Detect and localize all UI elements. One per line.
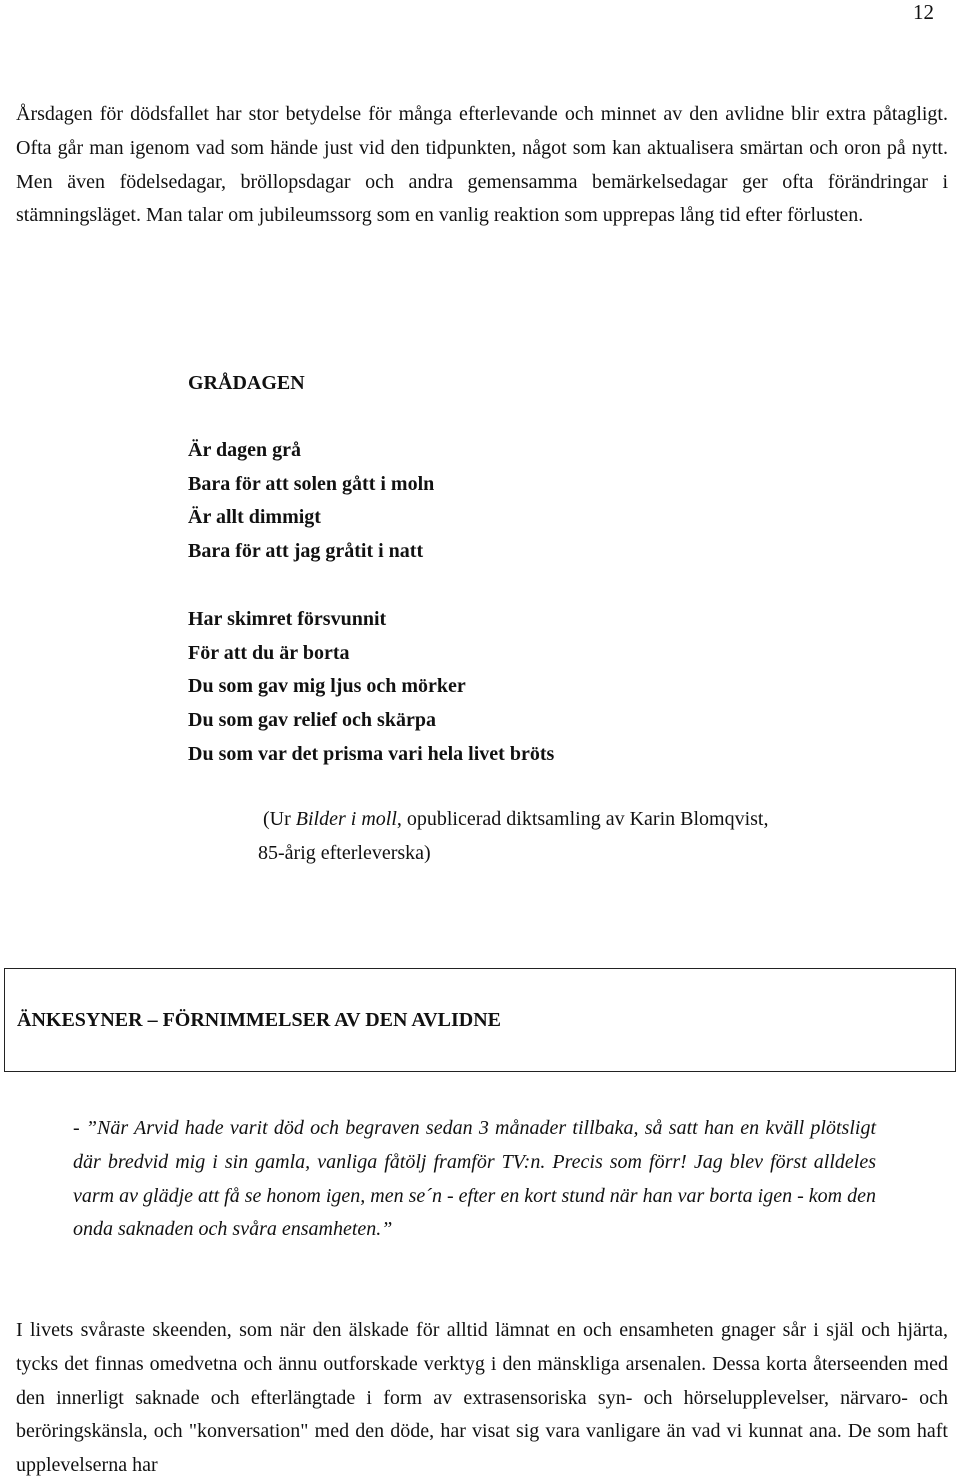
citation-line-2: 85-årig efterleverska)	[258, 841, 431, 864]
poem-line: Du som gav relief och skärpa	[188, 709, 436, 732]
poem	[188, 367, 554, 772]
poem-line: Är allt dimmigt	[188, 506, 321, 529]
citation-book-title: Bilder i moll	[295, 808, 397, 830]
poem-line: Är dagen grå	[188, 438, 301, 461]
poem-line: För att du är borta	[188, 641, 350, 664]
citation-prefix: (Ur	[263, 808, 296, 830]
poem-citation	[258, 803, 769, 871]
poem-title: GRÅDAGEN	[188, 372, 305, 394]
stanza-gap	[188, 569, 554, 603]
intro-paragraph: Årsdagen för dödsfallet har stor betydelse för många efterlevande och minnet av den avlidne blir extra påtagligt. Ofta går man igenom vad som hände just vid den tidpunkten, något som kan aktualisera smärtan och oron på nytt. Men även födelsedagar, bröllopsdagar och andra gemensamma bemärkelsedagar ger ofta förändringar i stämningsläget. Man talar om jubileumssorg som en vanlig reaktion som upprepas lång tid efter förlusten.	[16, 103, 948, 227]
poem-line: Du som var det prisma vari hela livet bröts	[188, 742, 555, 765]
quote-paragraph: - ”När Arvid hade varit död och begraven sedan 3 månader tillbaka, så satt han en kväll plötsligt där bredvid mig i sin gamla, vanliga fåtölj framför TV:n. Precis som förr! Jag blev först alldeles varm av glädje att få se honom igen, men se´n - efter en kort stund när han var borta igen - kom den onda saknaden och svåra ensamheten.”	[73, 1117, 876, 1241]
poem-line: Bara för att jag gråtit i natt	[188, 540, 424, 563]
citation-line-1	[258, 803, 769, 837]
poem-line: Du som gav mig ljus och mörker	[188, 675, 466, 698]
section-heading: ÄNKESYNER – FÖRNIMMELSER AV DEN AVLIDNE	[17, 1009, 501, 1031]
section-heading-box	[4, 968, 956, 1072]
poem-line: Bara för att solen gått i moln	[188, 472, 435, 495]
poem-line: Har skimret försvunnit	[188, 607, 387, 630]
page-number: 12	[913, 0, 934, 24]
citation-rest: , opublicerad diktsamling av Karin Blomqvist,	[396, 808, 769, 830]
closing-paragraph: I livets svåraste skeenden, som när den älskade för alltid lämnat en och ensamheten gnager sår i själ och hjärta, tycks det finnas omedvetna och ännu outforskade verktyg i den mänskliga arsenalen. Dessa korta återseenden med den innerligt saknade och efterlängtade i form av extrasensoriska syn- och hörselupplevelser, närvaro- och beröringskänsla, och "konversation" med den döde, har visat sig vara vanligare än vad vi kunnat ana. De som haft upplevelserna har	[16, 1319, 948, 1477]
